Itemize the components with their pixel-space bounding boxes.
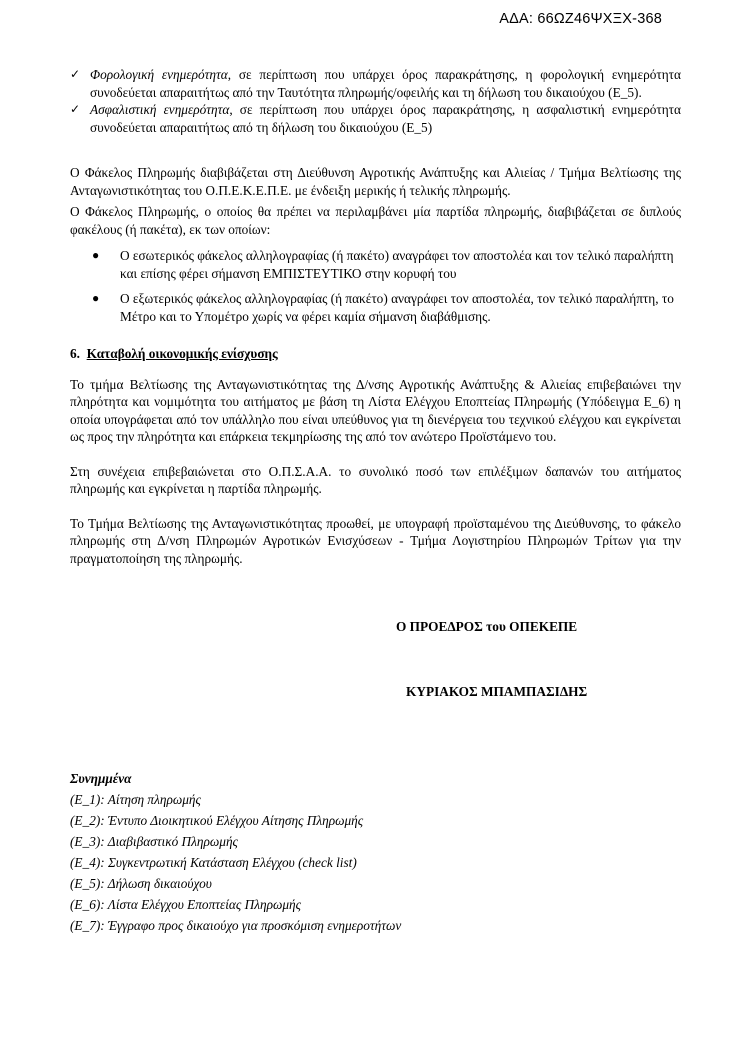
checkmark-icon: ✓	[70, 67, 81, 81]
checkmark-icon: ✓	[70, 102, 81, 116]
bullet-text: Ο εξωτερικός φάκελος αλληλογραφίας (ή πακέτο) αναγράφει τον αποστολέα, τον τελικό παραλήπτη, το Μέτρο και το Υπομέτρο χωρίς να φέρει καμία σήμανση διαβάθμισης.	[120, 291, 674, 324]
paragraph: Στη συνέχεια επιβεβαιώνεται στο Ο.Π.Σ.Α.Α. το συνολικό ποσό των επιλέξιμων δαπανών του αιτήματος πληρωμής και εγκρίνεται η παρτίδα πληρωμής.	[70, 463, 681, 496]
section-number: 6.	[70, 346, 80, 361]
list-item: (Ε_2): Έντυπο Διοικητικού Ελέγχου Αίτησης Πληρωμής	[70, 813, 364, 828]
check-item-title: Ασφαλιστική ενημερότητα	[90, 102, 230, 117]
paragraph: Το τμήμα Βελτίωσης της Ανταγωνιστικότητας της Δ/νσης Αγροτικής Ανάπτυξης & Αλιείας επιβεβαιώνει την πληρότητα και νομιμότητα του αιτήματος με βάση τη Λίστα Ελέγχου Εποπτείας Πληρωμής (Υπόδειγμα Ε_6) η οποία υπογράφεται από τον υπάλληλο που είναι υπεύθυνος για τη διενέργεια του τεχνικού ελέγχου και εγκρίνεται ως προς την πληρότητα και επάρκεια τεκμηρίωσης της από τον ανώτερο Προϊστάμενο του.	[70, 376, 681, 444]
paragraph: Το Τμήμα Βελτίωσης της Ανταγωνιστικότητας προωθεί, με υπογραφή προϊσταμένου της Διεύθυνσης, το φάκελο πληρωμής στη Δ/νση Πληρωμών Αγροτικών Ενισχύσεων - Τμήμα Λογιστηρίου Πληρωμών Τρίτων για την πραγματοποίηση της πληρωμής.	[70, 515, 681, 566]
check-item-tax	[70, 66, 681, 101]
bullet-text: Ο εσωτερικός φάκελος αλληλογραφίας (ή πακέτο) αναγράφει τον αποστολέα και τον τελικό παραλήπτη και επίσης φέρει σήμανση ΕΜΠΙΣΤΕΥΤΙΚΟ στην κορυφή του	[120, 248, 674, 281]
bullet-item	[70, 247, 681, 282]
check-item-text: , σε περίπτωση που υπάρχει όρος παρακράτησης, η φορολογική ενημερότητα συνοδεύεται απαραιτήτως από την Ταυτότητα πληρωμής/οφειλής και τη δήλωση του δικαιούχου (Ε_5).	[90, 67, 681, 100]
bullet-icon: ●	[92, 248, 100, 262]
signature-name: ΚΥΡΙΑΚΟΣ ΜΠΑΜΠΑΣΙΔΗΣ	[406, 683, 588, 699]
check-item-insurance	[70, 101, 681, 136]
paragraph: Ο Φάκελος Πληρωμής διαβιβάζεται στη Διεύθυνση Αγροτικής Ανάπτυξης και Αλιείας / Τμήμα Βελτίωσης της Ανταγωνιστικότητας του Ο.Π.Ε.Κ.Ε.Π.Ε. με ένδειξη μερικής ή τελικής πληρωμής.	[70, 165, 681, 198]
paragraph: Ο Φάκελος Πληρωμής, ο οποίος θα πρέπει να περιλαμβάνει μία παρτίδα πληρωμής, διαβιβάζεται σε διπλούς φακέλους (ή πακέτα), εκ των οποίων:	[70, 204, 681, 237]
signature-role: Ο ΠΡΟΕΔΡΟΣ του ΟΠΕΚΕΠΕ	[396, 619, 578, 634]
section-heading	[70, 345, 681, 363]
ada-code: ΑΔΑ: 66ΩΖ46ΨΧΞΧ-368	[499, 11, 662, 27]
list-item: (Ε_4): Συγκεντρωτική Κατάσταση Ελέγχου (check list)	[70, 855, 357, 870]
list-item: (Ε_1): Αίτηση πληρωμής	[70, 792, 201, 807]
section-title: Καταβολή οικονομικής ενίσχυσης	[86, 346, 278, 361]
document-body	[70, 66, 681, 936]
list-item: (Ε_3): Διαβιβαστικό Πληρωμής	[70, 834, 238, 849]
list-item: (Ε_5): Δήλωση δικαιούχου	[70, 876, 212, 891]
attachments-list	[70, 789, 681, 936]
bullet-item	[70, 290, 681, 325]
list-item: (Ε_7): Έγγραφο προς δικαιούχο για προσκόμιση ενημεροτήτων	[70, 918, 402, 933]
check-item-title: Φορολογική ενημερότητα	[90, 67, 228, 82]
list-item: (Ε_6): Λίστα Ελέγχου Εποπτείας Πληρωμής	[70, 897, 302, 912]
attachments-title: Συνημμένα	[70, 771, 132, 786]
bullet-icon: ●	[92, 291, 100, 305]
check-item-text: , σε περίπτωση που υπάρχει όρος παρακράτησης, η ασφαλιστική ενημερότητα συνοδεύεται απαραιτήτως από τη δήλωση του δικαιούχου (Ε_5)	[90, 102, 681, 135]
